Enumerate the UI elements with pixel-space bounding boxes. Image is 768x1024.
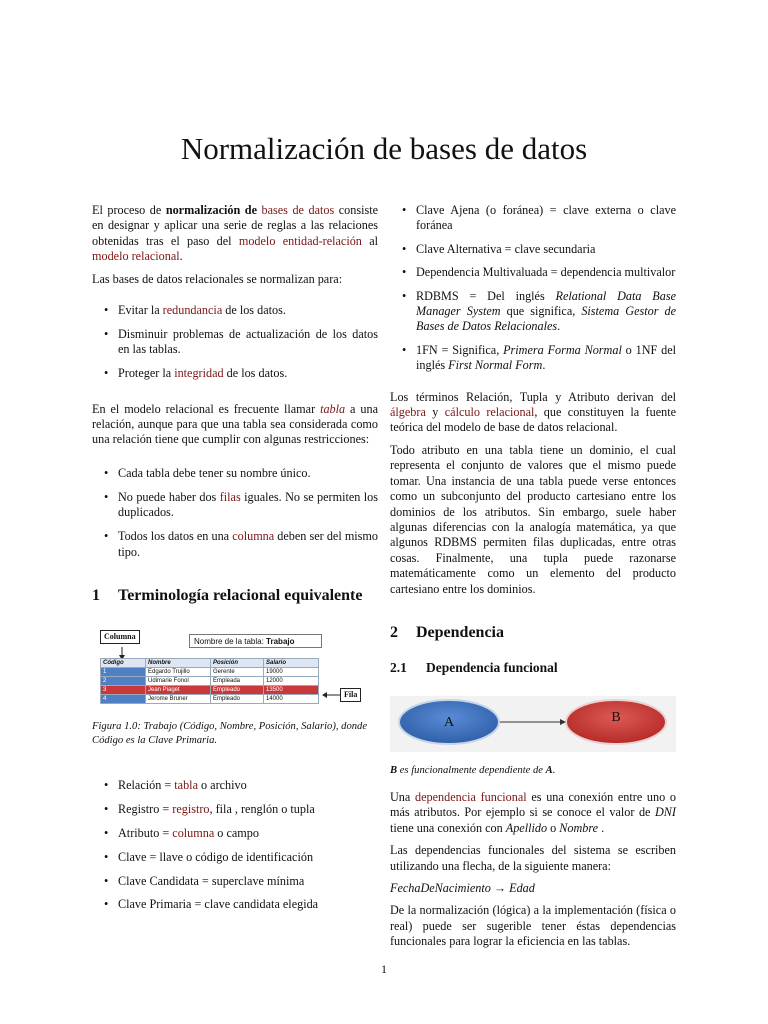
list-item: • Cada tabla debe tener su nombre único.	[92, 466, 378, 481]
list-item: • Clave = llave o código de identificación	[92, 850, 378, 865]
table-row: 2 Udimarie Fonol Empleada 12000	[101, 676, 319, 685]
link-algebra[interactable]: álgebra	[390, 405, 426, 420]
page-number: 1	[381, 962, 387, 976]
list-item: • Evitar la redundancia de los datos.	[92, 303, 378, 318]
link-columna-term[interactable]: columna	[172, 825, 215, 840]
goals-list	[92, 303, 378, 382]
left-column	[92, 203, 378, 933]
link-dependencia-funcional[interactable]: dependencia funcional	[415, 789, 527, 804]
link-modelo-entidad-relacion[interactable]: modelo entidad-relación	[238, 233, 362, 248]
terms-list	[92, 778, 378, 913]
table-row: 1 Edgardo Trujillo Gerente 19000	[101, 667, 319, 676]
rules-list	[92, 466, 378, 560]
columna-label: Columna	[100, 630, 140, 644]
link-tabla[interactable]: tabla	[320, 401, 346, 416]
formula: FechaDeNacimiento → Edad	[390, 880, 535, 895]
link-integridad[interactable]: integridad	[174, 366, 224, 381]
dependency-diagram-svg	[390, 696, 676, 752]
link-filas[interactable]: filas	[219, 489, 241, 504]
list-item: • Disminuir problemas de actualización de los datos en las tablas.	[92, 327, 378, 358]
link-registro[interactable]: registro	[172, 801, 210, 816]
dependency-diagram	[390, 696, 676, 752]
list-item: • RDBMS = Del inglés Relational Data Base Manager System que significa, Sistema Gestor de Bases de Datos Relacionales.	[390, 289, 676, 335]
domain-paragraph: Todo atributo en una tabla tiene un dominio, el cual representa el conjunto de valores que el mismo puede tomar. Una instancia de una tabla puede verse entonces como un subconjunto del producto cartesiano entre los dominios de los atributos. Sin embargo, suele haber algunas diferencias con la analogía matemática, ya que algunos RDBMS permiten filas duplicadas, entre otras cosas. Finalmente, una tupla puede razonarse matemáticamente como un elemento del producto cartesiano entre los dominios.	[390, 442, 676, 596]
figure-caption: Figura 1.0: Trabajo (Código, Nombre, Posición, Salario), donde Código es la Clave Primaria.	[92, 720, 368, 746]
list-item: • Atributo = columna o campo	[92, 826, 378, 841]
right-column	[390, 203, 676, 957]
terms-list-continued	[390, 203, 676, 374]
table-header-row: Código Nombre Posición Salario	[101, 658, 319, 667]
link-tabla-term[interactable]: tabla	[174, 777, 198, 792]
arrow-notation-paragraph: Las dependencias funcionales del sistema se escriben utilizando una flecha, de la siguiente manera:	[390, 843, 676, 873]
node-a-label: A	[443, 714, 455, 730]
figure-relational-table	[92, 628, 378, 716]
table-name-box: Nombre de la tabla: Trabajo	[189, 634, 322, 648]
link-bases-de-datos[interactable]: bases de datos	[261, 203, 335, 217]
list-item: • Proteger la integridad de los datos.	[92, 366, 378, 381]
table-row: 4 Jerome Bruner Empleado 14000	[101, 694, 319, 703]
list-item: • Clave Ajena (o foránea) = clave externa o clave foránea	[390, 203, 676, 234]
intro-paragraph-2: Las bases de datos relacionales se normalizan para:	[92, 271, 343, 286]
list-item: • Clave Primaria = clave candidata elegida	[92, 897, 378, 912]
section-2-heading: 2 Dependencia	[390, 623, 504, 641]
list-item: • Todos los datos en una columna deben ser del mismo tipo.	[92, 529, 378, 560]
link-modelo-relacional[interactable]: modelo relacional	[92, 249, 180, 264]
diagram-caption: B es funcionalmente dependiente de A.	[390, 764, 556, 776]
section-1-heading: 1 Terminología relacional equivalente	[92, 586, 363, 604]
employee-table	[100, 658, 319, 704]
intro-paragraph: El proceso de normalización de bases de datos consiste en designar y aplicar una serie de reglas a las relaciones obtenidas tras el paso del modelo entidad-relación al modelo relacional.	[92, 203, 379, 264]
page-title: Normalización de bases de datos	[180, 130, 588, 166]
table-row-highlighted: 3 Jean Piaget Empleado 13500	[101, 685, 319, 694]
implementation-paragraph: De la normalización (lógica) a la implementación (física o real) puede ser sugerible tener éstas dependencias funcionales para lograr la eficiencia en las tablas.	[390, 903, 676, 949]
list-item: • No puede haber dos filas iguales. No se permiten los duplicados.	[92, 490, 378, 521]
link-redundancia[interactable]: redundancia	[162, 303, 223, 318]
terms-origin-paragraph: Los términos Relación, Tupla y Atributo derivan del álgebra y cálculo relacional, que constituyen la fuente teórica del modelo de base de datos relacional.	[390, 389, 676, 435]
list-item: • Registro = registro, fila , renglón o tupla	[92, 802, 378, 817]
list-item: • 1FN = Significa, Primera Forma Normal o 1NF del inglés First Normal Form.	[390, 343, 676, 374]
dependency-paragraph: Una dependencia funcional es una conexión entre uno o más atributos. Por ejemplo si se conoce el valor de DNI tiene una conexión con Apellido o Nombre .	[390, 789, 677, 835]
list-item: • Clave Alternativa = clave secundaria	[390, 242, 676, 257]
link-calculo-relacional[interactable]: cálculo relacional	[444, 405, 535, 420]
list-item: • Relación = tabla o archivo	[92, 778, 378, 793]
list-item: • Clave Candidata = superclave mínima	[92, 874, 378, 889]
node-b-label: B	[611, 709, 621, 725]
relational-paragraph: En el modelo relacional es frecuente llamar tabla a una relación, aunque para que una tabla sea considerada como una relación tiene que cumplir con algunas restricciones:	[92, 401, 378, 447]
subsection-2-1-heading: 2.1 Dependencia funcional	[390, 659, 558, 675]
link-columna[interactable]: columna	[232, 529, 275, 544]
fila-label: Fila	[340, 688, 361, 702]
list-item: • Dependencia Multivaluada = dependencia multivalor	[390, 265, 676, 280]
